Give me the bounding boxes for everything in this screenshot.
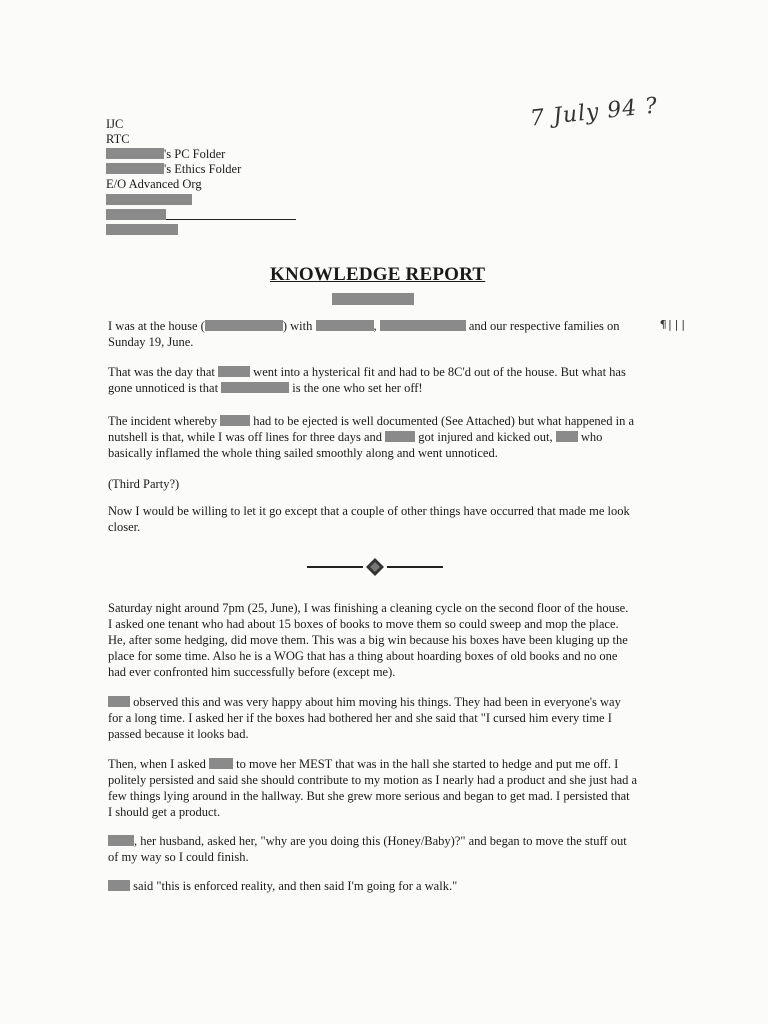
margin-mark: ¶||| bbox=[660, 318, 687, 331]
paragraph-7: observed this and was very happy about him moving his things. They had been in everyone's way for a long time. I asked her if the boxes had bothered her and she said that "I cursed him every time I passed because it looks bad. bbox=[108, 695, 621, 741]
redaction bbox=[205, 320, 283, 331]
routing-block bbox=[106, 117, 296, 238]
paragraph-9: , her husband, asked her, "why are you doing this (Honey/Baby)?" and began to move the stuff out of my way so I could finish. bbox=[108, 834, 627, 864]
paragraph-4: (Third Party?) bbox=[108, 477, 180, 491]
paragraph-3: The incident whereby had to be ejected is well documented (See Attached) but what happened in a nutshell is that, while I was off lines for three days and got injured and kicked out, who basically inflamed the whole thing sailed smoothly along and went unnoticed. bbox=[108, 414, 635, 460]
page-title: KNOWLEDGE REPORT bbox=[270, 264, 486, 285]
redaction bbox=[108, 835, 134, 846]
routing-pc-folder: 's PC Folder bbox=[106, 147, 296, 162]
paragraph-6: Saturday night around 7pm (25, June), I was finishing a cleaning cycle on the second floor of the house. I asked one tenant who had about 15 boxes of books to move them so could sweep and mop the place. He, after some hedging, did move them. This was a big win because his boxes have been kluging up the place for some time. Also he is a WOG that has a thing about hoarding boxes of old books and no one had ever confronted him successfully before (except me). bbox=[108, 601, 629, 679]
routing-redacted-3 bbox=[106, 223, 296, 238]
redaction bbox=[108, 696, 130, 707]
handwritten-date-note: 7 July 94 ? bbox=[529, 93, 660, 132]
redaction bbox=[209, 758, 233, 769]
redaction bbox=[332, 293, 414, 305]
redaction bbox=[316, 320, 374, 331]
paragraph-2: That was the day that went into a hysterical fit and had to be 8C'd out of the house. But what has gone unnoticed is that is the one who set her off! bbox=[108, 365, 626, 395]
redaction bbox=[385, 431, 415, 442]
redaction bbox=[220, 415, 250, 426]
paragraph-1: I was at the house ( ) with , and our respective families on Sunday 19, June. bbox=[108, 319, 620, 349]
title-redaction bbox=[332, 291, 414, 309]
underline bbox=[166, 208, 296, 220]
routing-ethics-folder: 's Ethics Folder bbox=[106, 162, 296, 177]
redaction bbox=[106, 163, 164, 174]
redaction bbox=[221, 382, 289, 393]
redaction bbox=[106, 148, 164, 159]
redaction bbox=[106, 224, 178, 235]
paragraph-5: Now I would be willing to let it go except that a couple of other things have occurred that made me look closer. bbox=[108, 504, 630, 534]
routing-redacted-1 bbox=[106, 193, 296, 208]
ornament-divider bbox=[305, 556, 445, 578]
redaction bbox=[556, 431, 578, 442]
redaction bbox=[106, 209, 166, 220]
redaction bbox=[380, 320, 466, 331]
routing-ijc: IJC bbox=[106, 117, 124, 131]
redaction bbox=[218, 366, 250, 377]
paragraph-10: said "this is enforced reality, and then said I'm going for a walk." bbox=[108, 878, 638, 894]
routing-eo: E/O Advanced Org bbox=[106, 177, 202, 191]
paragraph-8: Then, when I asked to move her MEST that was in the hall she started to hedge and put me off. I politely persisted and said she should contribute to my motion as I nearly had a product and she just had a few things lying around in the hallway. But she grew more serious and began to get mad. I persisted that I should get a product. bbox=[108, 757, 638, 819]
redaction bbox=[106, 194, 192, 205]
routing-redacted-2 bbox=[106, 208, 296, 223]
redaction bbox=[108, 880, 130, 891]
routing-rtc: RTC bbox=[106, 132, 130, 146]
